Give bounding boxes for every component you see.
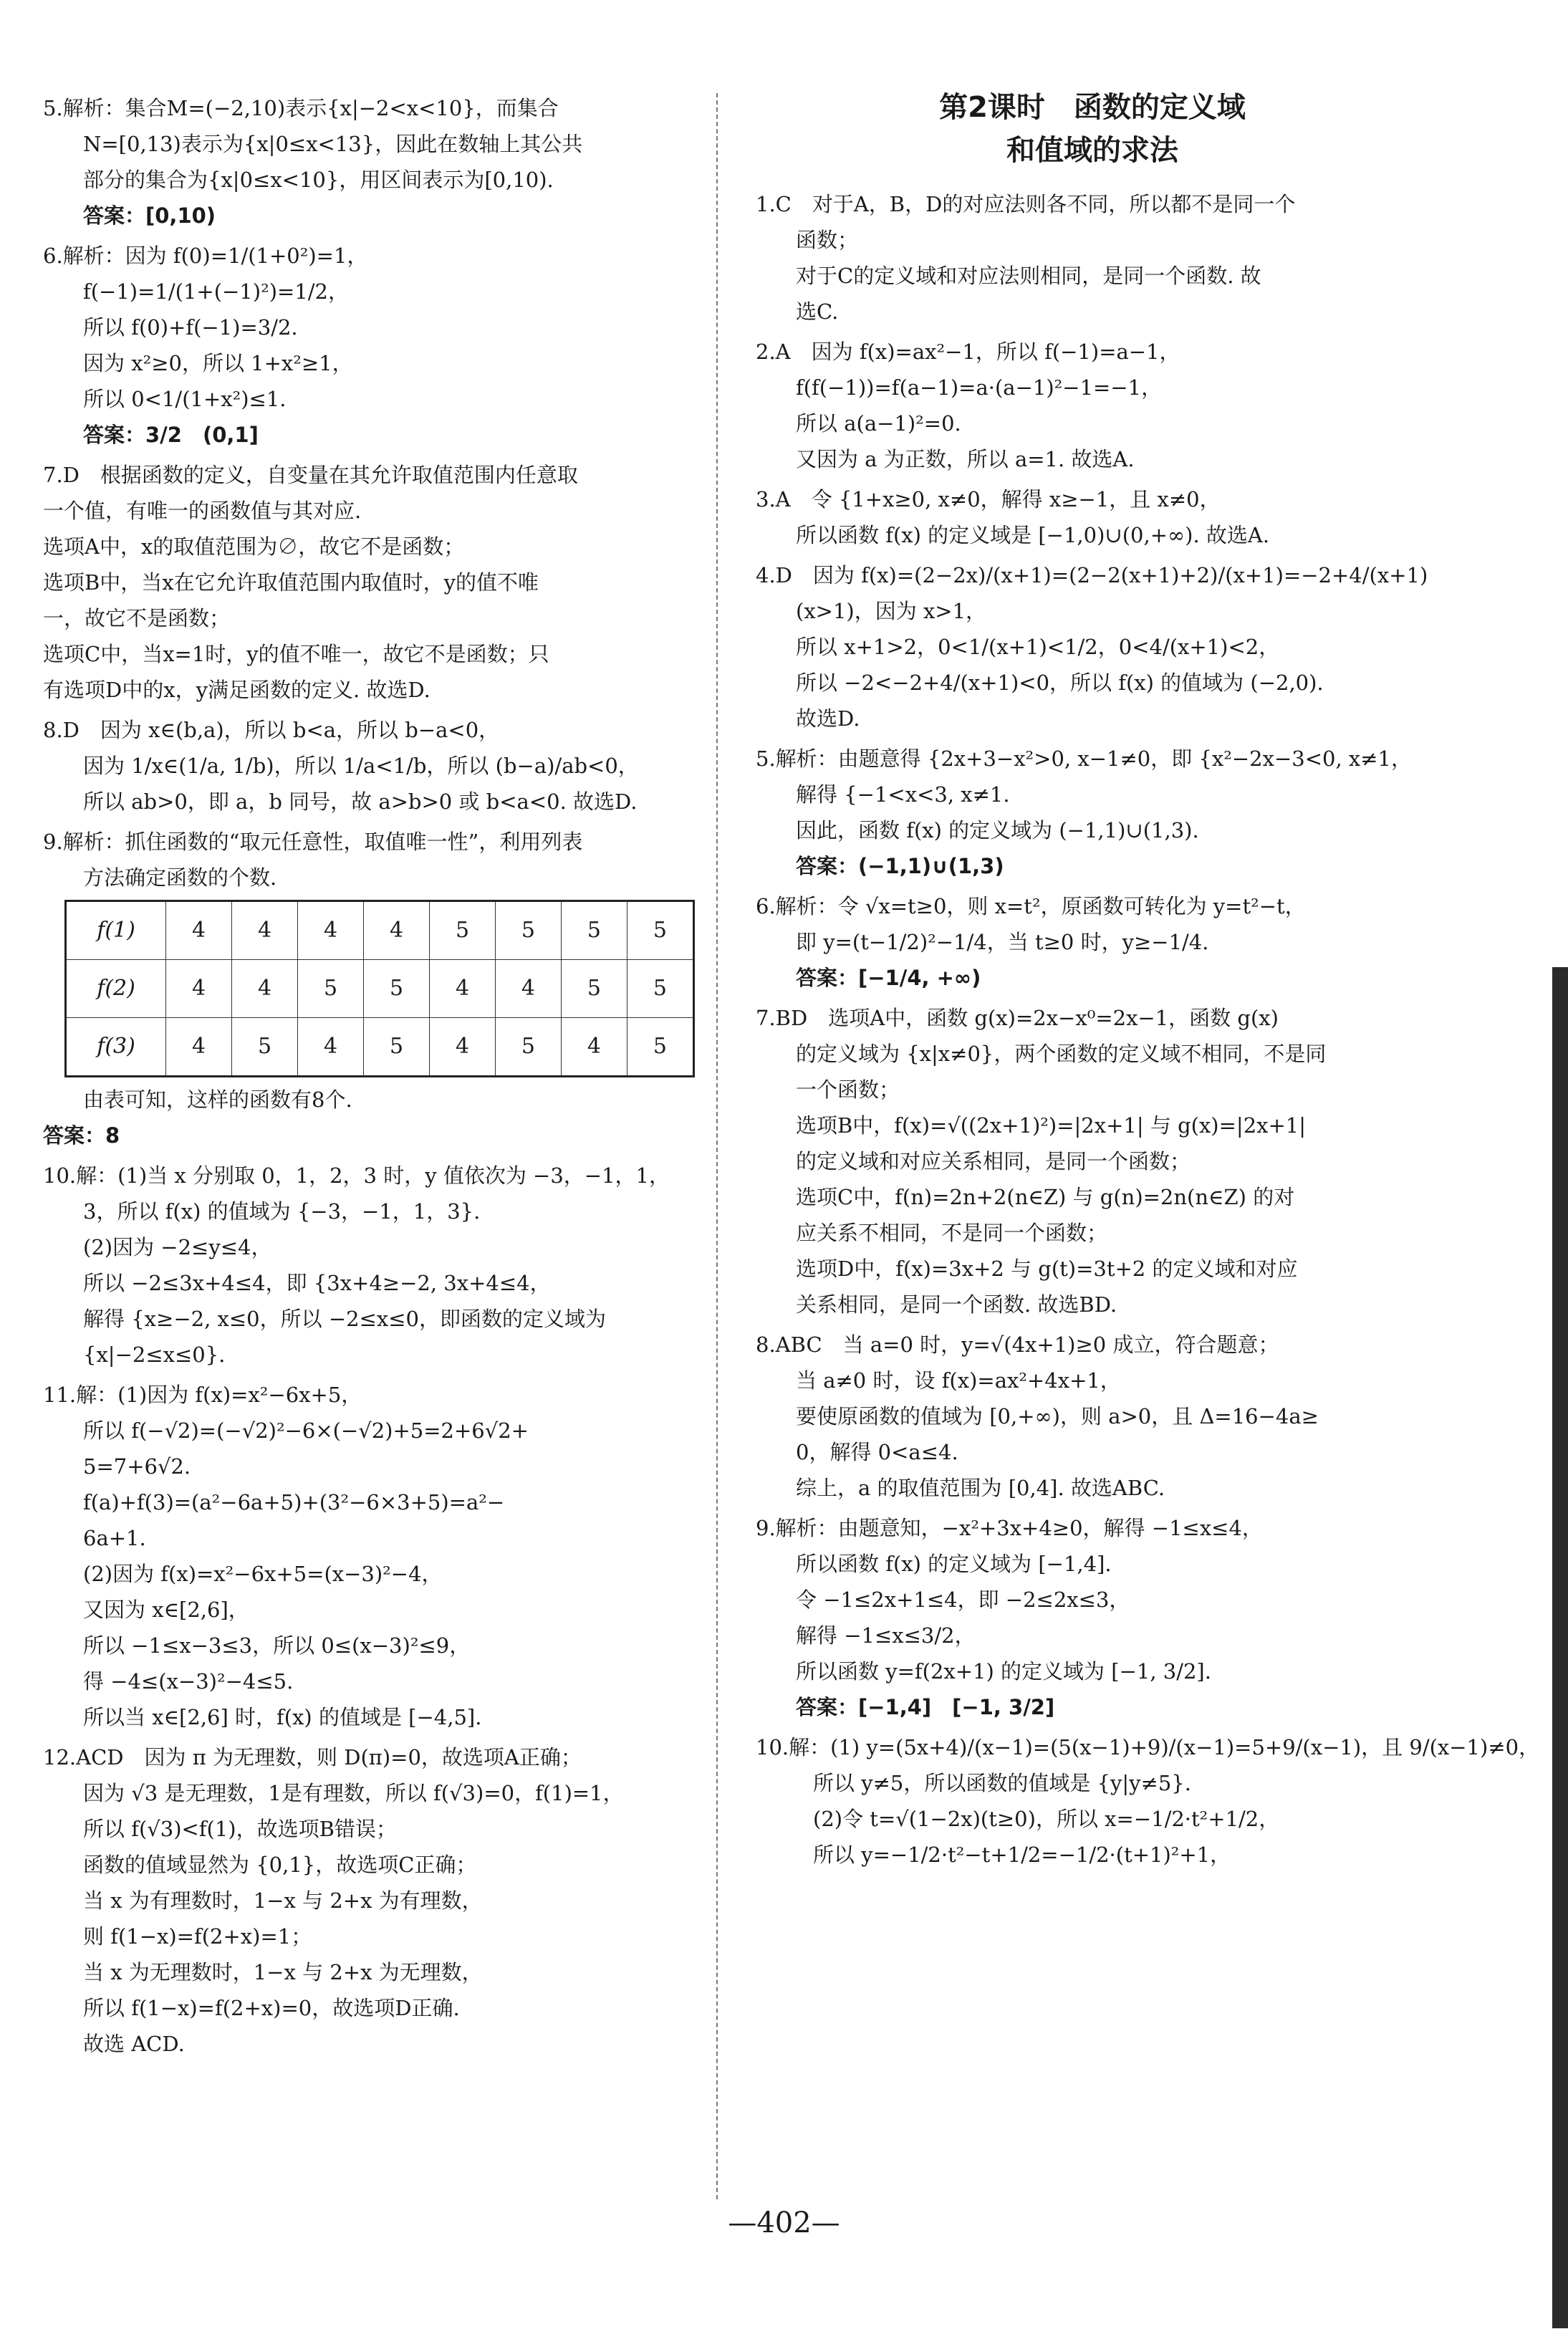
right.lines-text-line: 所以 x+1>2，0<1/(x+1)<1/2，0<4/(x+1)<2， bbox=[796, 635, 1280, 659]
column-divider bbox=[716, 93, 718, 2199]
left-column bbox=[43, 86, 702, 2062]
right.lines-text-line: 6.解析：令 √x=t≥0，则 x=t²，原函数可转化为 y=t²−t， bbox=[756, 894, 1306, 918]
right.lines-text-line: (x>1)，因为 x>1， bbox=[796, 599, 987, 623]
left.lines-text-line: 5.解析：集合M=(−2,10)表示{x|−2<x<10}，而集合 bbox=[43, 96, 559, 120]
left.lines-text-line: 一个值，有唯一的函数值与其对应. bbox=[43, 499, 362, 523]
left.lines-text-line: 因为 1/x∈(1/a, 1/b)，所以 1/a<1/b，所以 (b−a)/ab<0， bbox=[83, 754, 639, 778]
left.lines2-text-line: 答案：8 bbox=[43, 1123, 120, 1148]
left.lines-text-line: 因为 x²≥0，所以 1+x²≥1， bbox=[83, 351, 353, 375]
left.lines2-text-line: 11.解：(1)因为 f(x)=x²−6x+5， bbox=[43, 1383, 362, 1407]
right.lines-text-line: 应关系不相同，不是同一个函数； bbox=[796, 1221, 1108, 1245]
table-cell: 5 bbox=[298, 960, 364, 1018]
left.lines2-text-line: 则 f(1−x)=f(2+x)=1； bbox=[83, 1924, 312, 1949]
left.lines-text-line: 一，故它不是函数； bbox=[43, 606, 231, 630]
right.lines-text-line: 9.解析：由题意知，−x²+3x+4≥0，解得 −1≤x≤4， bbox=[756, 1516, 1263, 1540]
right.lines-text-line: 一个函数； bbox=[796, 1077, 900, 1102]
table-cell: 4 bbox=[430, 1018, 496, 1077]
left.lines-text-line: 所以 0<1/(1+x²)≤1. bbox=[83, 387, 287, 411]
right.lines-text-line: 1.C 对于A，B，D的对应法则各不同，所以都不是同一个 bbox=[756, 192, 1296, 216]
left.lines2-text-line: 故选 ACD. bbox=[83, 2032, 185, 2056]
left.lines2-text-line: 由表可知，这样的函数有8个. bbox=[83, 1087, 352, 1112]
left.lines-text-line: 7.D 根据函数的定义，自变量在其允许取值范围内任意取 bbox=[43, 463, 578, 487]
right.lines-text-line: 所以函数 f(x) 的定义域为 [−1,4]. bbox=[796, 1552, 1112, 1576]
right.lines-text-line: 所以函数 y=f(2x+1) 的定义域为 [−1, 3/2]. bbox=[796, 1659, 1211, 1684]
table-cell: 5 bbox=[430, 901, 496, 960]
right.lines-text-line: 0，解得 0<a≤4. bbox=[796, 1440, 958, 1464]
right.lines-text-line: 要使原函数的值域为 [0,+∞)，则 a>0，且 Δ=16−4a≥ bbox=[796, 1404, 1319, 1428]
left.lines-text-line: 答案：[0,10) bbox=[83, 203, 216, 228]
left.lines-text-line: 9.解析：抓住函数的“取元任意性，取值唯一性”，利用列表 bbox=[43, 830, 583, 854]
left.lines2-text-line: f(a)+f(3)=(a²−6a+5)+(3²−6×3+5)=a²− bbox=[83, 1490, 505, 1514]
left.lines-text-line: N=[0,13)表示为{x|0≤x<13}，因此在数轴上其公共 bbox=[83, 132, 583, 156]
left.lines2-text-line: 所以 −2≤3x+4≤4，即 {3x+4≥−2, 3x+4≤4， bbox=[83, 1271, 551, 1295]
left.lines2-text-line: 所以 f(1−x)=f(2+x)=0，故选项D正确. bbox=[83, 1996, 460, 2020]
table-cell: 5 bbox=[232, 1018, 298, 1077]
table-row-label: f(2) bbox=[66, 960, 166, 1018]
right.lines-text-line: 的定义域为 {x|x≠0}，两个函数的定义域不相同，不是同 bbox=[796, 1042, 1327, 1066]
right.lines-text-line: 综上，a 的取值范围为 [0,4]. 故选ABC. bbox=[796, 1476, 1165, 1500]
right.lines-text-line: 所以 −2<−2+4/(x+1)<0，所以 f(x) 的值域为 (−2,0). bbox=[796, 671, 1324, 695]
table-cell: 4 bbox=[166, 960, 232, 1018]
right.lines-text-line: 令 −1≤2x+1≤4，即 −2≤2x≤3， bbox=[796, 1588, 1130, 1612]
table-cell: 4 bbox=[298, 901, 364, 960]
right.lines-text-line: 答案：[−1/4, +∞) bbox=[796, 966, 981, 990]
page-edge-shadow bbox=[1552, 967, 1568, 2328]
right.lines-text-line: 7.BD 选项A中，函数 g(x)=2x−x⁰=2x−1，函数 g(x) bbox=[756, 1006, 1279, 1030]
left.lines2-text-line: 当 x 为有理数时，1−x 与 2+x 为有理数， bbox=[83, 1888, 483, 1913]
table-cell: 4 bbox=[364, 901, 430, 960]
left.lines2-text-line: 所以 f(−√2)=(−√2)²−6×(−√2)+5=2+6√2+ bbox=[83, 1418, 529, 1443]
right-lines bbox=[756, 186, 1540, 1873]
left.lines2-text-line: 10.解：(1)当 x 分别取 0，1，2，3 时，y 值依次为 −3，−1，1， bbox=[43, 1163, 670, 1188]
left.lines2-text-line: 3，所以 f(x) 的值域为 {−3，−1，1，3}. bbox=[83, 1199, 481, 1224]
left.lines2-text-line: 6a+1. bbox=[83, 1526, 146, 1550]
table-cell: 5 bbox=[627, 901, 693, 960]
left.lines2-text-line: 12.ACD 因为 π 为无理数，则 D(π)=0，故选项A正确； bbox=[43, 1745, 582, 1769]
right.lines-text-line: 答案：[−1,4] [−1, 3/2] bbox=[796, 1695, 1055, 1719]
left.lines2-text-line: 所以 f(√3)<f(1)，故选项B错误； bbox=[83, 1817, 397, 1841]
right.lines-text-line: 即 y=(t−1/2)²−1/4，当 t≥0 时，y≥−1/4. bbox=[796, 930, 1209, 954]
table-cell: 5 bbox=[561, 960, 627, 1018]
right.lines-text-line: 函数； bbox=[796, 228, 859, 252]
left-lines-part2 bbox=[43, 1082, 702, 2062]
table-cell: 4 bbox=[166, 1018, 232, 1077]
right.lines-text-line: 当 a≠0 时，设 f(x)=ax²+4x+1， bbox=[796, 1368, 1121, 1393]
table-cell: 4 bbox=[298, 1018, 364, 1077]
left.lines2-text-line: 当 x 为无理数时，1−x 与 2+x 为无理数， bbox=[83, 1960, 483, 1984]
right.lines-text-line: 选项D中，f(x)=3x+2 与 g(t)=3t+2 的定义域和对应 bbox=[796, 1257, 1298, 1281]
right.lines-text-line: 3.A 令 {1+x≥0, x≠0，解得 x≥−1，且 x≠0， bbox=[756, 487, 1221, 512]
left.lines-text-line: 所以 f(0)+f(−1)=3/2. bbox=[83, 315, 298, 340]
left.lines-text-line: 所以 ab>0，即 a，b 同号，故 a>b>0 或 b<a<0. 故选D. bbox=[83, 789, 638, 814]
right.lines-text-line: 4.D 因为 f(x)=(2−2x)/(x+1)=(2−2(x+1)+2)/(x+1)=−2+4/(x+1) bbox=[756, 563, 1428, 587]
left-lines-part1 bbox=[43, 90, 702, 895]
left.lines-text-line: 选项B中，当x在它允许取值范围内取值时，y的值不唯 bbox=[43, 570, 539, 595]
function-table bbox=[64, 900, 695, 1077]
left.lines2-text-line: 所以当 x∈[2,6] 时，f(x) 的值域是 [−4,5]. bbox=[83, 1705, 482, 1729]
left.lines-text-line: 6.解析：因为 f(0)=1/(1+0²)=1， bbox=[43, 244, 368, 268]
left.lines-text-line: 有选项D中的x，y满足函数的定义. 故选D. bbox=[43, 678, 431, 702]
right.lines-text-line: (2)令 t=√(1−2x)(t≥0)，所以 x=−1/2·t²+1/2， bbox=[813, 1807, 1280, 1831]
table-cell: 4 bbox=[166, 901, 232, 960]
left.lines2-text-line: (2)因为 f(x)=x²−6x+5=(x−3)²−4， bbox=[83, 1562, 443, 1586]
table-cell: 5 bbox=[364, 960, 430, 1018]
right.lines-text-line: 又因为 a 为正数，所以 a=1. 故选A. bbox=[796, 447, 1135, 471]
left.lines-text-line: 选项C中，当x=1时，y的值不唯一，故它不是函数；只 bbox=[43, 642, 549, 666]
table-row-label: f(3) bbox=[66, 1018, 166, 1077]
left.lines-text-line: 答案：3/2 (0,1] bbox=[83, 423, 259, 447]
left.lines2-text-line: 得 −4≤(x−3)²−4≤5. bbox=[83, 1669, 294, 1694]
left.lines2-text-line: 因为 √3 是无理数，1是有理数，所以 f(√3)=0，f(1)=1， bbox=[83, 1781, 624, 1805]
right.lines-text-line: 所以 y=−1/2·t²−t+1/2=−1/2·(t+1)²+1， bbox=[813, 1843, 1231, 1867]
table-cell: 5 bbox=[561, 901, 627, 960]
table-cell: 4 bbox=[232, 960, 298, 1018]
left.lines-text-line: 部分的集合为{x|0≤x<10}，用区间表示为[0,10). bbox=[83, 168, 554, 192]
table-cell: 5 bbox=[627, 960, 693, 1018]
table-cell: 4 bbox=[495, 960, 561, 1018]
right.lines-text-line: 选C. bbox=[796, 299, 839, 324]
left.lines-text-line: f(−1)=1/(1+(−1)²)=1/2， bbox=[83, 279, 349, 304]
right.lines-text-line: 8.ABC 当 a=0 时，y=√(4x+1)≥0 成立，符合题意； bbox=[756, 1332, 1279, 1357]
left.lines-text-line: 选项A中，x的取值范围为∅，故它不是函数； bbox=[43, 534, 465, 559]
section-title-line2: 和值域的求法 bbox=[1006, 134, 1178, 167]
right.lines-text-line: 对于C的定义域和对应法则相同，是同一个函数. 故 bbox=[796, 264, 1261, 288]
table-row bbox=[66, 901, 694, 960]
table-cell: 5 bbox=[495, 901, 561, 960]
right.lines-text-line: 所以 a(a−1)²=0. bbox=[796, 411, 961, 436]
right.lines-text-line: 所以函数 f(x) 的定义域是 [−1,0)∪(0,+∞). 故选A. bbox=[796, 523, 1270, 547]
right.lines-text-line: 因此，函数 f(x) 的定义域为 (−1,1)∪(1,3). bbox=[796, 818, 1199, 842]
right.lines-text-line: 关系相同，是同一个函数. 故选BD. bbox=[796, 1292, 1117, 1317]
table-cell: 4 bbox=[430, 960, 496, 1018]
table-cell: 4 bbox=[561, 1018, 627, 1077]
table-cell: 5 bbox=[364, 1018, 430, 1077]
left.lines2-text-line: 解得 {x≥−2, x≤0，所以 −2≤x≤0，即函数的定义域为 bbox=[83, 1307, 606, 1331]
table-row bbox=[66, 1018, 694, 1077]
right.lines-text-line: 选项C中，f(n)=2n+2(n∈Z) 与 g(n)=2n(n∈Z) 的对 bbox=[796, 1185, 1295, 1209]
table-row bbox=[66, 960, 694, 1018]
left.lines2-text-line: 5=7+6√2. bbox=[83, 1454, 191, 1479]
right.lines-text-line: f(f(−1))=f(a−1)=a·(a−1)²−1=−1， bbox=[796, 375, 1163, 400]
right.lines-text-line: 故选D. bbox=[796, 706, 860, 731]
right.lines-text-line: 选项B中，f(x)=√((2x+1)²)=|2x+1| 与 g(x)=|2x+1| bbox=[796, 1113, 1307, 1138]
right.lines-text-line: 所以 y≠5，所以函数的值域是 {y|y≠5}. bbox=[813, 1771, 1191, 1795]
left.lines-text-line: 方法确定函数的个数. bbox=[83, 865, 277, 890]
left.lines-text-line: 8.D 因为 x∈(b,a)，所以 b<a，所以 b−a<0， bbox=[43, 718, 500, 742]
table-cell: 5 bbox=[627, 1018, 693, 1077]
left.lines2-text-line: 函数的值域显然为 {0,1}，故选项C正确； bbox=[83, 1853, 477, 1877]
page-number: —402— bbox=[728, 2206, 840, 2239]
section-title-line1: 第2课时 函数的定义域 bbox=[939, 91, 1246, 124]
left.lines2-text-line: 所以 −1≤x−3≤3，所以 0≤(x−3)²≤9， bbox=[83, 1633, 471, 1658]
left.lines2-text-line: (2)因为 −2≤y≤4， bbox=[83, 1235, 272, 1259]
right-column bbox=[756, 86, 1540, 1873]
right.lines-text-line: 解得 −1≤x≤3/2， bbox=[796, 1623, 976, 1648]
left.lines2-text-line: 又因为 x∈[2,6]， bbox=[83, 1598, 249, 1622]
table-cell: 5 bbox=[495, 1018, 561, 1077]
right.lines-text-line: 答案：(−1,1)∪(1,3) bbox=[796, 854, 1004, 878]
left.lines2-text-line: {x|−2≤x≤0}. bbox=[83, 1343, 226, 1367]
right.lines-text-line: 解得 {−1<x<3, x≠1. bbox=[796, 782, 1010, 807]
table-row-label: f(1) bbox=[66, 901, 166, 960]
right.lines-text-line: 5.解析：由题意得 {2x+3−x²>0, x−1≠0，即 {x²−2x−3<0, x≠1， bbox=[756, 746, 1413, 771]
right.lines-text-line: 10.解：(1) y=(5x+4)/(x−1)=(5(x−1)+9)/(x−1)=5+9/(x−1)，且 9/(x−1)≠0， bbox=[756, 1735, 1540, 1759]
right.lines-text-line: 的定义域和对应关系相同，是同一个函数； bbox=[796, 1149, 1191, 1173]
table-cell: 4 bbox=[232, 901, 298, 960]
right.lines-text-line: 2.A 因为 f(x)=ax²−1，所以 f(−1)=a−1， bbox=[756, 340, 1180, 364]
